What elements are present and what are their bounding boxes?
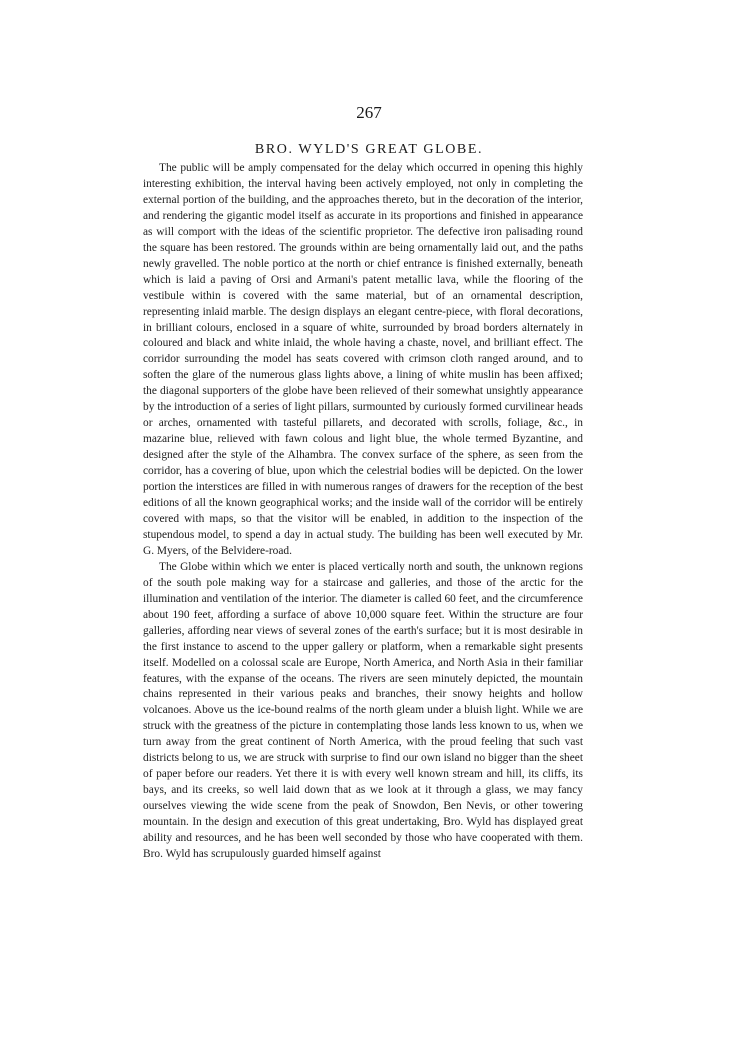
article-title: BRO. WYLD'S GREAT GLOBE.	[254, 142, 484, 157]
article-body	[143, 161, 583, 863]
article-paragraph: The public will be amply compensated for the delay which occurred in opening this highly interesting exhibition, the interval having been actively employed, not only in completing the external portion of the building, and the approaches thereto, but in the decoration of the interior, and rendering the gigantic model itself as accurate in its proportions and finished in appearance as will comport with the ideas of the scientific proprietor. The defective iron palisading round the square has been restored. The grounds within are being ornamentally laid out, and the paths newly gravelled. The noble portico at the north or chief entrance is finished externally, beneath which is laid a paving of Orsi and Armani's patent metallic lava, while the flooring of the vestibule within is covered with the same material, but of an ornamental description, representing inlaid marble. The design displays an elegant centre-piece, with floral decorations, in brilliant colours, enclosed in a square of white, surrounded by broad borders alternately in coloured and black and white inlaid, the whole having a chaste, novel, and brilliant effect. The corridor surrounding the model has seats covered with crimson cloth ranged around, and to soften the glare of the numerous glass lights above, a lining of white muslin has been affixed; the diagonal supporters of the globe have been relieved of their somewhat unsightly appearance by the introduction of a series of light pillars, surmounted by curiously formed curvilinear heads or arches, ornamented with tasteful pillarets, and decorated with scrolls, foliage, &c., in mazarine blue, relieved with fawn colous and light blue, the whole termed Byzantine, and designed after the style of the Alhambra. The convex surface of the sphere, as seen from the corridor, has a covering of blue, upon which the celestrial bodies will be depicted. On the lower portion the interstices are filled in with numerous ranges of drawers for the reception of the best editions of all the known geographical works; and the inside wall of the corridor will be entirely covered with maps, so that the visitor will be enabled, in addition to the inspection of the stupendous model, to spend a day in actual study. The building has been well executed by Mr. G. Myers, of the Belvidere-road.	[143, 162, 583, 557]
page-number: 267	[356, 103, 382, 122]
article-paragraph: The Globe within which we enter is placed vertically north and south, the unknown regions of the south pole making way for a staircase and galleries, and those of the arctic for the illumination and ventilation of the interior. The diameter is called 60 feet, and the circumference about 190 feet, affording a surface of above 10,000 square feet. Within the structure are four galleries, affording near views of several zones of the earth's surface; but it is most desirable in the first instance to ascend to the upper gallery or platform, when a remarkable sight presents itself. Modelled on a colossal scale are Europe, North America, and North Asia in their familiar features, with the expanse of the oceans. The rivers are seen minutely depicted, the mountain chains represented in their various peaks and branches, their snowy heights and hollow volcanoes. Above us the ice-bound realms of the north gleam under a bluish light. While we are struck with the greatness of the picture in contemplating those lands less known to us, when we turn away from the great continent of North America, with the proud feeling that such vast districts belong to us, we are struck with surprise to find our own island no bigger than the sheet of paper before our readers. Yet there it is with every well known stream and hill, its cliffs, its bays, and its creeks, so well laid down that as we look at it through a glass, we may fancy ourselves viewing the wide scene from the peak of Snowdon, Ben Nevis, or other towering mountain. In the design and execution of this great undertaking, Bro. Wyld has displayed great ability and resources, and he has been well seconded by those who have cooperated with them. Bro. Wyld has scrupulously guarded himself against	[143, 560, 583, 860]
